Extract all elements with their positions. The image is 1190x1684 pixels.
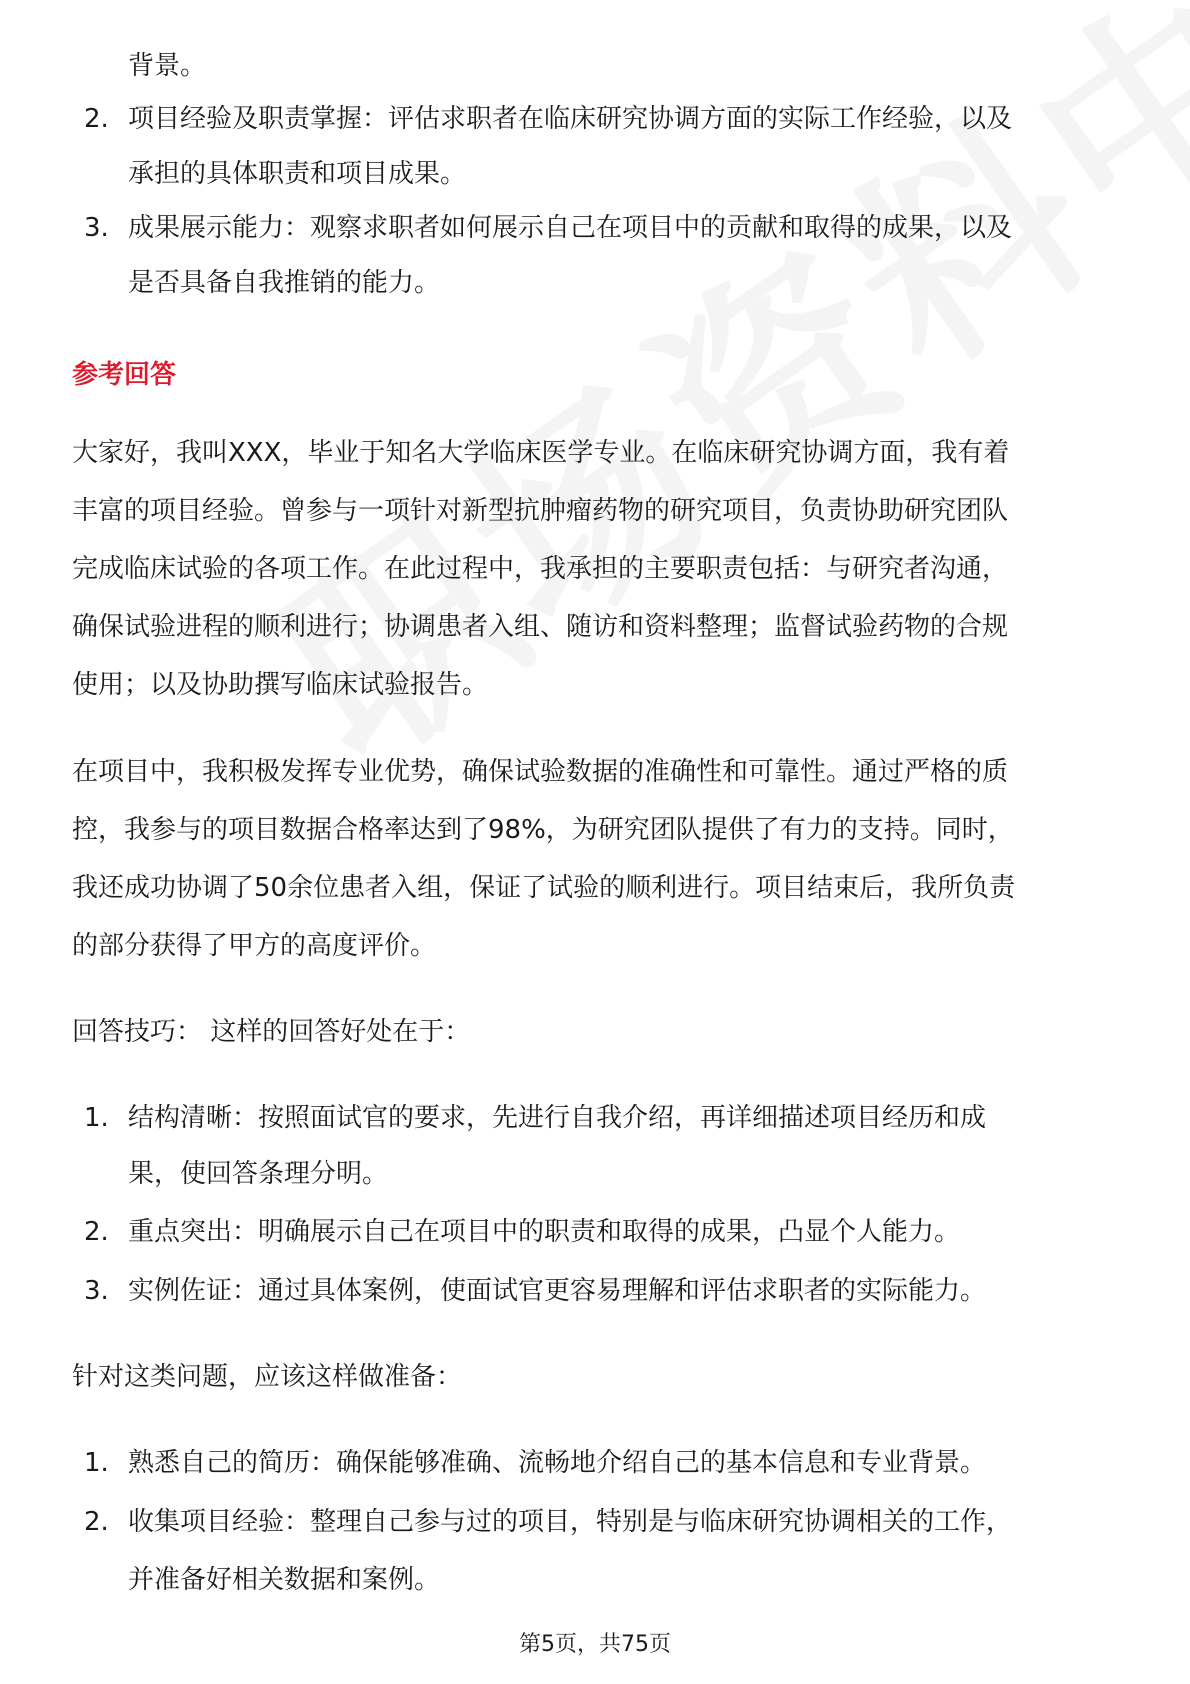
- eval-item-3-number: 3.: [84, 213, 109, 243]
- tip-item-1-line-1: 结构清晰：按照面试官的要求，先进行自我介绍，再详细描述项目经历和成: [128, 1103, 987, 1133]
- eval-item-2-line-1: 项目经验及职责掌握：评估求职者在临床研究协调方面的实际工作经验，以及: [128, 104, 1013, 134]
- prep-item-2-line-2: 并准备好相关数据和案例。: [128, 1565, 441, 1595]
- paragraph2-line-4: 的部分获得了甲方的高度评价。: [72, 931, 437, 961]
- prep-item-2-line-1: 收集项目经验：整理自己参与过的项目，特别是与临床研究协调相关的工作，: [128, 1507, 1013, 1537]
- prep-item-2-number: 2.: [84, 1507, 109, 1537]
- eval-item-3-line-1: 成果展示能力：观察求职者如何展示自己在项目中的贡献和取得的成果，以及: [128, 213, 1013, 243]
- page-footer: 第5页，共75页: [519, 1632, 671, 1657]
- tip-item-2-line-1: 重点突出：明确展示自己在项目中的职责和取得的成果，凸显个人能力。: [128, 1217, 961, 1247]
- tip-item-2-number: 2.: [84, 1217, 109, 1247]
- tip-item-3-number: 3.: [84, 1276, 109, 1306]
- tip-item-1-number: 1.: [84, 1103, 109, 1133]
- eval-item-2-line-2: 承担的具体职责和项目成果。: [128, 159, 467, 189]
- paragraph2-line-2: 控，我参与的项目数据合格率达到了98%，为研究团队提供了有力的支持。同时，: [72, 815, 1014, 845]
- tips-intro: 回答技巧： 这样的回答好处在于：: [72, 1017, 471, 1047]
- paragraph1-line-4: 确保试验进程的顺利进行；协调患者入组、随访和资料整理；监督试验药物的合规: [72, 612, 1009, 642]
- prep-item-1-number: 1.: [84, 1448, 109, 1478]
- eval-item-3-line-2: 是否具备自我推销的能力。: [128, 268, 441, 298]
- eval-item-2-number: 2.: [84, 104, 109, 134]
- paragraph2-line-1: 在项目中，我积极发挥专业优势，确保试验数据的准确性和可靠性。通过严格的质: [72, 757, 1009, 787]
- answer-heading: 参考回答: [72, 360, 177, 390]
- tip-item-3-line-1: 实例佐证：通过具体案例，使面试官更容易理解和评估求职者的实际能力。: [128, 1276, 987, 1306]
- paragraph1-line-5: 使用；以及协助撰写临床试验报告。: [72, 670, 489, 700]
- paragraph1-line-2: 丰富的项目经验。曾参与一项针对新型抗肿瘤药物的研究项目，负责协助研究团队: [72, 496, 1009, 526]
- paragraph1-line-3: 完成临床试验的各项工作。在此过程中，我承担的主要职责包括：与研究者沟通，: [72, 554, 1009, 584]
- tip-item-1-line-2: 果，使回答条理分明。: [128, 1159, 389, 1189]
- intro-tail: 背景。: [128, 51, 207, 81]
- paragraph2-line-3: 我还成功协调了50余位患者入组，保证了试验的顺利进行。项目结束后，我所负责: [72, 873, 1016, 903]
- prep-item-1-line-1: 熟悉自己的简历：确保能够准确、流畅地介绍自己的基本信息和专业背景。: [128, 1448, 987, 1478]
- prep-intro: 针对这类问题，应该这样做准备：: [72, 1362, 463, 1392]
- paragraph1-line-1: 大家好，我叫XXX，毕业于知名大学临床医学专业。在临床研究协调方面，我有着: [72, 438, 1010, 468]
